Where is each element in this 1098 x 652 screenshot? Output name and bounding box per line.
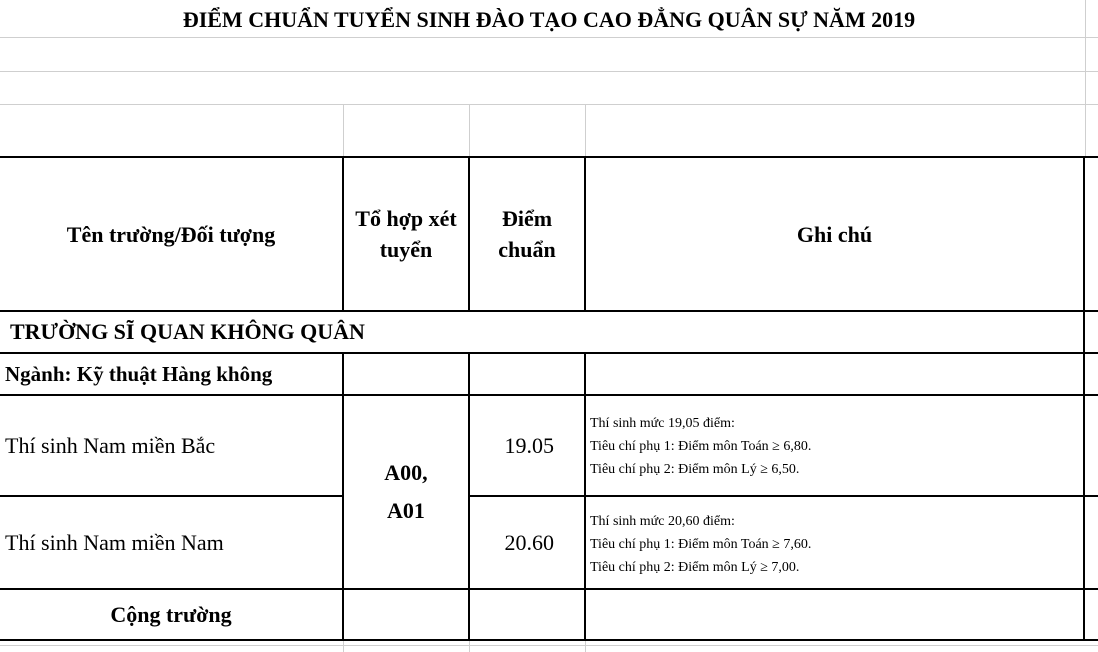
grid-line [585, 104, 586, 158]
note-line: Tiêu chí phụ 2: Điểm môn Lý ≥ 7,00. [590, 559, 800, 575]
note-cell [586, 504, 1083, 584]
school-row [10, 312, 1080, 352]
grid-line [585, 640, 586, 652]
note-line: Tiêu chí phụ 2: Điểm môn Lý ≥ 6,50. [590, 461, 800, 477]
header-combination-cell [344, 158, 468, 310]
table-row [5, 396, 341, 495]
score-cell-wrap [470, 396, 584, 495]
combination-value: A00, A01 [384, 460, 428, 523]
target-cell: Thí sinh Nam miền Bắc [5, 432, 216, 458]
table-border [0, 639, 1098, 641]
grid-line [0, 104, 1098, 105]
header-score-cell [470, 158, 584, 310]
grid-line [469, 640, 470, 652]
grid-line [469, 104, 470, 158]
table-border [584, 352, 586, 641]
grid-line [0, 645, 1098, 646]
note-cell [586, 406, 1083, 486]
header-score: Điểm chuẩn [498, 206, 556, 262]
grid-line [343, 104, 344, 158]
grid-line [0, 71, 1098, 72]
total-label: Cộng trường [110, 601, 232, 627]
combination-cell [344, 396, 468, 588]
table-border [1083, 156, 1085, 641]
note-line: Thí sinh mức 19,05 điểm: [590, 415, 735, 431]
score-cell: 19.05 [504, 432, 554, 458]
note-line: Tiêu chí phụ 1: Điểm môn Toán ≥ 7,60. [590, 536, 812, 552]
header-note: Ghi chú [796, 221, 873, 247]
grid-line [343, 640, 344, 652]
header-combination: Tổ hợp xét tuyển [355, 206, 457, 262]
score-cell: 20.60 [504, 529, 554, 555]
header-target: Tên trường/Đối tượng [66, 221, 276, 247]
score-cell-wrap [470, 497, 584, 588]
total-row [0, 590, 342, 639]
header-target-cell [0, 158, 342, 310]
header-note-cell [586, 158, 1083, 310]
page-title: ĐIỂM CHUẨN TUYỂN SINH ĐÀO TẠO CAO ĐẲNG QUÂN SỰ NĂM 2019 [182, 7, 916, 32]
major-name: Ngành: Kỹ thuật Hàng không [5, 361, 273, 386]
major-row [5, 354, 341, 394]
note-line: Tiêu chí phụ 1: Điểm môn Toán ≥ 6,80. [590, 438, 812, 454]
target-cell: Thí sinh Nam miền Nam [5, 529, 224, 555]
table-row [5, 497, 341, 588]
note-line: Thí sinh mức 20,60 điểm: [590, 513, 735, 529]
school-name: TRƯỜNG SĨ QUAN KHÔNG QUÂN [10, 319, 365, 344]
